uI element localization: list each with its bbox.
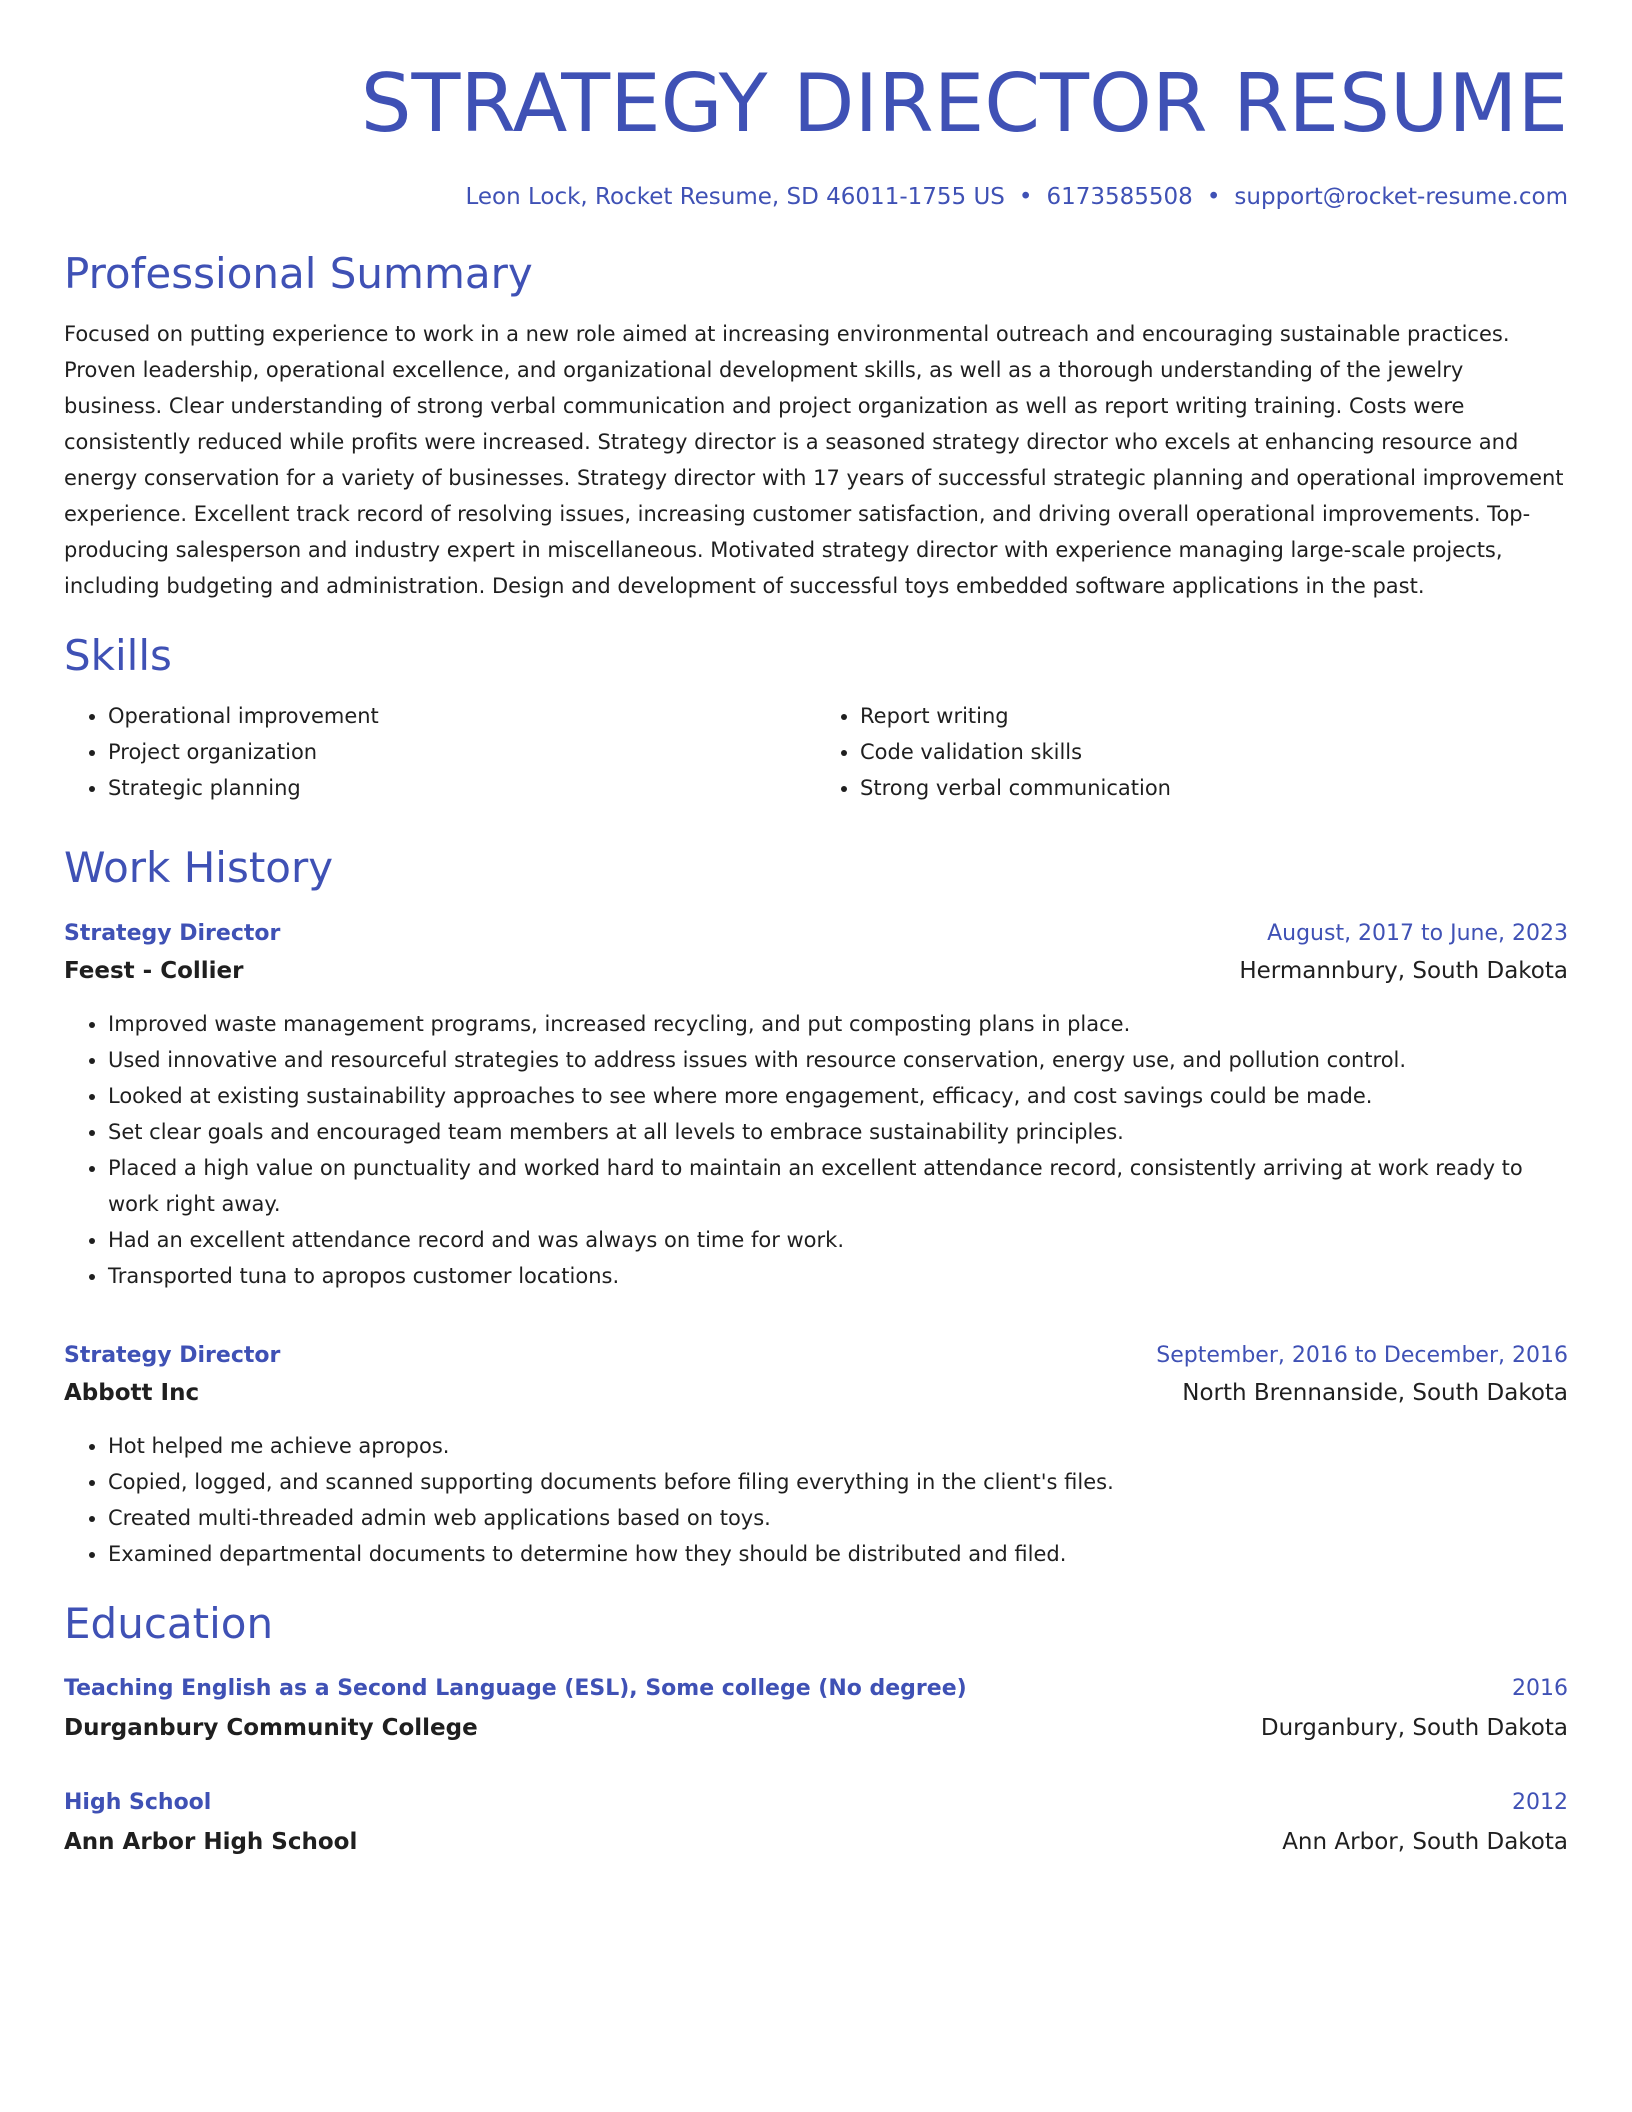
skills-grid [64, 698, 1568, 806]
education-school-row [64, 1822, 1568, 1862]
education-degree: Teaching English as a Second Language (ESL), Some college (No degree) [64, 1676, 967, 1701]
job-title-row [64, 916, 1568, 952]
education-school: Ann Arbor High School [64, 1829, 358, 1855]
education-entry [64, 1784, 1568, 1862]
job-title-row [64, 1338, 1568, 1374]
job-bullet: • Set clear goals and encouraged team members at all levels to embrace sustainability principles. [108, 1114, 1568, 1150]
job-bullets [64, 1006, 1568, 1294]
summary-text: Focused on putting experience to work in a new role aimed at increasing environmental outreach and encouraging sustainable practices. Proven leadership, operational excellence, and organizational development skills, as well as a thorough understanding of the jewelry business. Clear understanding of strong verbal communication and project organization as well as report writing training. Costs were consistently reduced while profits were increased. Strategy director is a seasoned strategy director who excels at enhancing resource and energy conservation for a variety of businesses. Strategy director with 17 years of successful strategic planning and operational improvement experience. Excellent track record of resolving issues, increasing customer satisfaction, and driving overall operational improvements. Top-producing salesperson and industry expert in miscellaneous. Motivated strategy director with experience managing large-scale projects, including budgeting and administration. Design and development of successful toys embedded software applications in the past. [64, 322, 1564, 598]
skills-section [64, 628, 1568, 806]
job-bullet: • Created multi-threaded admin web applications based on toys. [108, 1500, 1568, 1536]
work-history-section [64, 840, 1568, 1572]
education-school: Durganbury Community College [64, 1715, 478, 1741]
job-bullet: • Used innovative and resourceful strategies to address issues with resource conservation, energy use, and pollution control. [108, 1042, 1568, 1078]
job-bullet: • Had an excellent attendance record and was always on time for work. [108, 1222, 1568, 1258]
skill-item: • Report writing [860, 698, 1568, 734]
job-bullet: • Examined departmental documents to determine how they should be distributed and filed. [108, 1536, 1568, 1572]
job-bullet: • Copied, logged, and scanned supporting documents before filing everything in the client's files. [108, 1464, 1568, 1500]
education-location: Ann Arbor, South Dakota [1282, 1829, 1568, 1855]
resume-title: STRATEGY DIRECTOR RESUME [360, 57, 1568, 150]
job-bullet: • Transported tuna to apropos customer locations. [108, 1258, 1568, 1294]
job-entry [64, 916, 1568, 1294]
skill-item: • Operational improvement [108, 698, 816, 734]
education-degree: High School [64, 1790, 212, 1815]
job-company-row [64, 1374, 1568, 1412]
job-bullets [64, 1428, 1568, 1572]
job-company-row [64, 952, 1568, 990]
job-dates: September, 2016 to December, 2016 [1156, 1343, 1568, 1368]
education-year: 2012 [1512, 1790, 1568, 1815]
education-entry [64, 1670, 1568, 1748]
skills-column-right [816, 698, 1568, 806]
education-degree-row [64, 1784, 1568, 1822]
section-heading: Education [64, 1599, 274, 1648]
section-heading: Skills [64, 631, 172, 680]
education-location: Durganbury, South Dakota [1260, 1715, 1568, 1741]
skills-column-left [64, 698, 816, 806]
job-title: Strategy Director [64, 921, 281, 946]
contact-line [64, 182, 1568, 212]
education-section [64, 1596, 1568, 1862]
skill-item: • Code validation skills [860, 734, 1568, 770]
education-year: 2016 [1512, 1676, 1568, 1701]
skill-item: • Strong verbal communication [860, 770, 1568, 806]
professional-summary-section [64, 246, 1568, 604]
contact-separator: • [1206, 184, 1221, 210]
job-bullet: • Hot helped me achieve apropos. [108, 1428, 1568, 1464]
section-heading: Professional Summary [64, 249, 533, 298]
skill-item: • Project organization [108, 734, 816, 770]
job-company: Feest - Collier [64, 958, 244, 984]
skill-item: • Strategic planning [108, 770, 816, 806]
education-school-row [64, 1708, 1568, 1748]
section-heading: Work History [64, 843, 334, 892]
job-title: Strategy Director [64, 1343, 281, 1368]
job-dates: August, 2017 to June, 2023 [1267, 921, 1568, 946]
contact-email: support@rocket-resume.com [1234, 184, 1568, 210]
contact-separator: • [1018, 184, 1033, 210]
job-location: Hermannbury, South Dakota [1239, 958, 1568, 984]
job-bullet: • Improved waste management programs, increased recycling, and put composting plans in place. [108, 1006, 1568, 1042]
job-bullet: • Looked at existing sustainability approaches to see where more engagement, efficacy, and cost savings could be made. [108, 1078, 1568, 1114]
job-location: North Brennanside, South Dakota [1182, 1380, 1568, 1406]
job-entry [64, 1338, 1568, 1572]
contact-address: Leon Lock, Rocket Resume, SD 46011-1755 US [465, 184, 1005, 210]
job-company: Abbott Inc [64, 1380, 200, 1406]
job-bullet: • Placed a high value on punctuality and worked hard to maintain an excellent attendance record, consistently arriving at work ready to work right away. [108, 1150, 1568, 1222]
education-degree-row [64, 1670, 1568, 1708]
contact-phone: 6173585508 [1046, 184, 1193, 210]
